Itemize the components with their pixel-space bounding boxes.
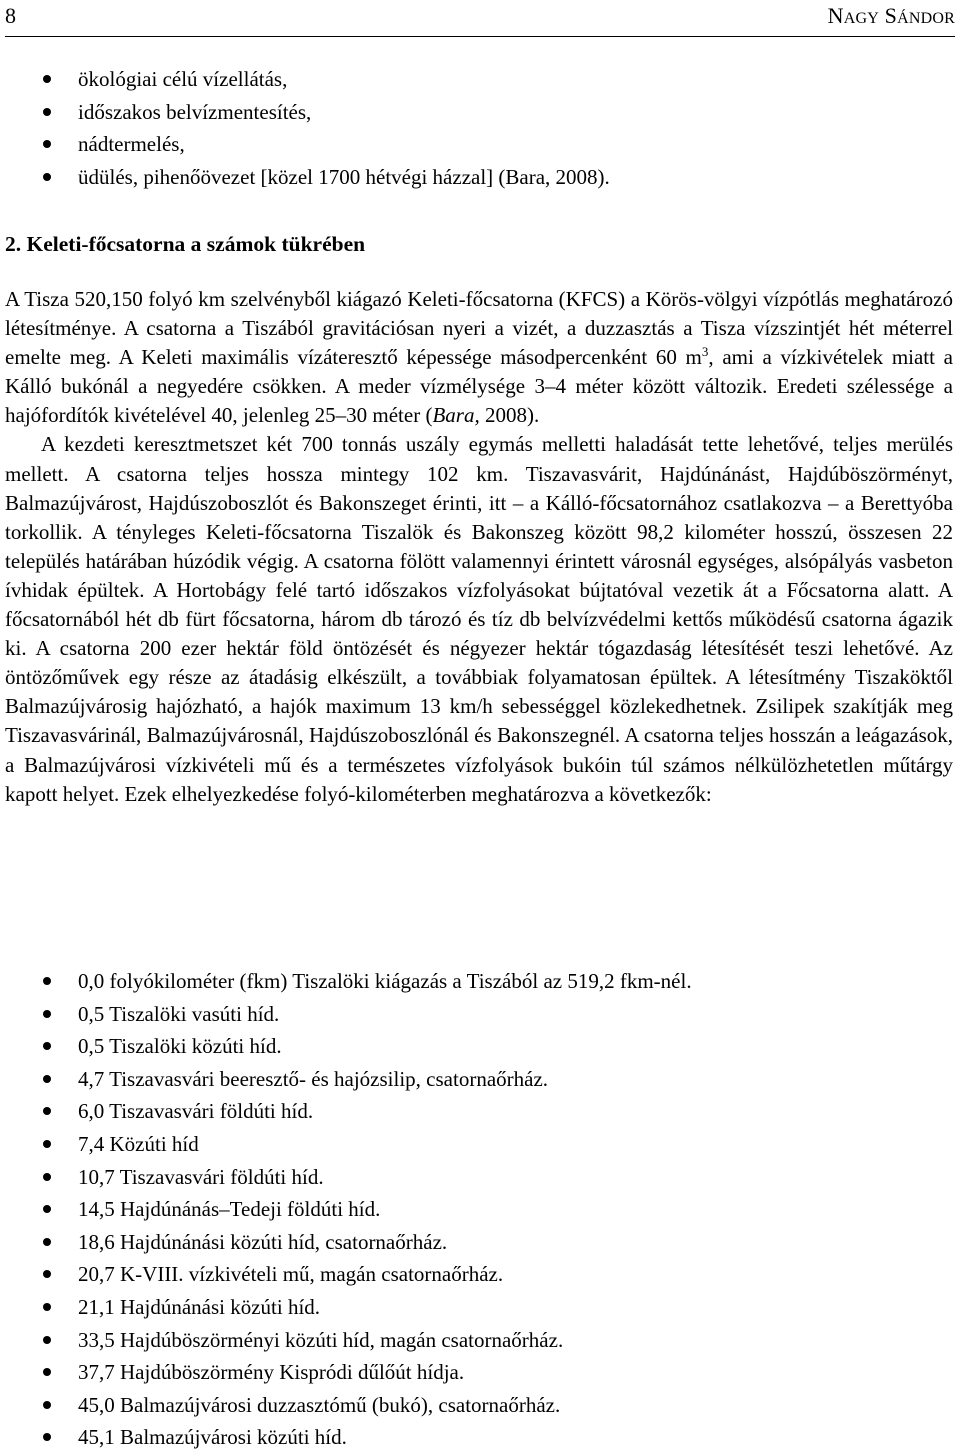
citation-author: Bara, (432, 403, 480, 428)
paragraph-1-text-b: , ami a vízkivételek miatt a Kálló bukónál a negyedére csökken. A meder vízmélysége 3–4 méter között változik. Eredeti szélessége a hajófordítók kivételével 40, jelenleg 25–30 méter ( (5, 345, 953, 428)
list-item: 0,5 Tiszalöki közúti híd. (0, 1030, 960, 1063)
list-item: 0,0 folyókilométer (fkm) Tiszalöki kiágazás a Tiszából az 519,2 fkm-nél. (0, 965, 960, 998)
list-item: 18,6 Hajdúnánási közúti híd, csatornaőrház. (0, 1226, 960, 1259)
paragraph-1-text-a: A Tisza 520,150 folyó km szelvényből kiágazó Keleti-főcsatorna (KFCS) a Körös-völgyi vízpótlás meghatározó létesítménye. A csatorna a Tiszából gravitációsan nyeri a vizét, a duzzasztás a Tisza vízszintjét hét méterrel emelte meg. A Keleti maximális vízáteresztő képessége másodpercenként 60 m (5, 287, 953, 370)
author-initial-1: N (827, 3, 844, 28)
list-item: 10,7 Tiszavasvári földúti híd. (0, 1161, 960, 1194)
author-rest-1: AGY (843, 10, 879, 27)
list-item: időszakos belvízmentesítés, (0, 96, 960, 129)
list-item: üdülés, pihenőövezet [közel 1700 hétvégi házzal] (Bara, 2008). (0, 161, 960, 194)
running-header (5, 0, 955, 37)
km-bullet-list (0, 965, 960, 1454)
list-item: 21,1 Hajdúnánási közúti híd. (0, 1291, 960, 1324)
paragraph-2: A kezdeti keresztmetszet két 700 tonnás uszály egymás melletti haladását tette lehetővé, teljes merülés mellett. A csatorna teljes hossza mintegy 102 km. Tiszavasvárit, Hajdúnánást, Hajdúböszörményt, Balmazújvárost, Hajdúszoboszlót és Bakonszeget érinti, itt – a Kálló-főcsatornához csatlakozva – a Berettyóba torkollik. A tényleges Keleti-főcsatorna Tiszalök és Bakonszeg között 98,2 kilométer hosszú, összesen 22 település határában húzódik végig. A csatorna fölött valamennyi érintett városnál egységes, alsópályás vasbeton ívhidak épültek. A Hortobágy felé tartó időszakos vízfolyásokat bújtatóval vezetik át a Főcsatorna alatt. A főcsatornából hét db fürt főcsatorna, három db tározó és tíz db belvízvédelmi kettős működésű csatorna ágazik ki. A csatorna 200 ezer hektár föld öntözését és négyezer hektár tógazdaság létesítését teszi lehetővé. Az öntözőművek egy része az átadásig elkészült, a továbbiak folyamatosan épültek. A létesítmény Tiszaköktől Balmazújvárosig hajózható, a hajók maximum 13 km/h sebességgel közlekedhetnek. Zsilipek szakítják meg Tiszavasvárinál, Balmazújvárosnál, Hajdúszoboszlónál és Bakonszegnél. A csatorna teljes hosszán a leágazások, a Balmazújvárosi vízkivételi mű és a természetes vízfolyások bukóin túl számos nélkülözhetetlen műtárgy kapott helyet. Ezek elhelyezkedése folyó-kilométerben meghatározva a következők: (5, 432, 953, 806)
list-item: 0,5 Tiszalöki vasúti híd. (0, 998, 960, 1031)
top-bullet-list (0, 63, 960, 193)
list-item: 4,7 Tiszavasvári beeresztő- és hajózsilip, csatornaőrház. (0, 1063, 960, 1096)
list-item: nádtermelés, (0, 128, 960, 161)
list-item: ökológiai célú vízellátás, (0, 63, 960, 96)
list-item: 45,0 Balmazújvárosi duzzasztómű (bukó), csatornaőrház. (0, 1389, 960, 1422)
superscript: 3 (701, 344, 709, 360)
list-item: 33,5 Hajdúböszörményi közúti híd, magán csatornaőrház. (0, 1324, 960, 1357)
running-author (828, 3, 955, 29)
list-item: 14,5 Hajdúnánás–Tedeji földúti híd. (0, 1193, 960, 1226)
list-item: 20,7 K-VIII. vízkivételi mű, magán csatornaőrház. (0, 1258, 960, 1291)
list-item: 7,4 Közúti híd (0, 1128, 960, 1161)
author-initial-2: S (884, 3, 898, 28)
list-item: 45,1 Balmazújvárosi közúti híd. (0, 1421, 960, 1454)
paragraph-1-text-c: 2008). (479, 403, 540, 428)
paragraph-1 (5, 285, 953, 430)
section-heading: 2. Keleti-főcsatorna a számok tükrében (5, 232, 366, 256)
author-rest-2: ÁNDOR (897, 10, 955, 27)
page-number: 8 (5, 3, 16, 28)
list-item: 37,7 Hajdúböszörmény Kispródi dűlőút hídja. (0, 1356, 960, 1389)
list-item: 6,0 Tiszavasvári földúti híd. (0, 1095, 960, 1128)
body-text (5, 285, 953, 809)
